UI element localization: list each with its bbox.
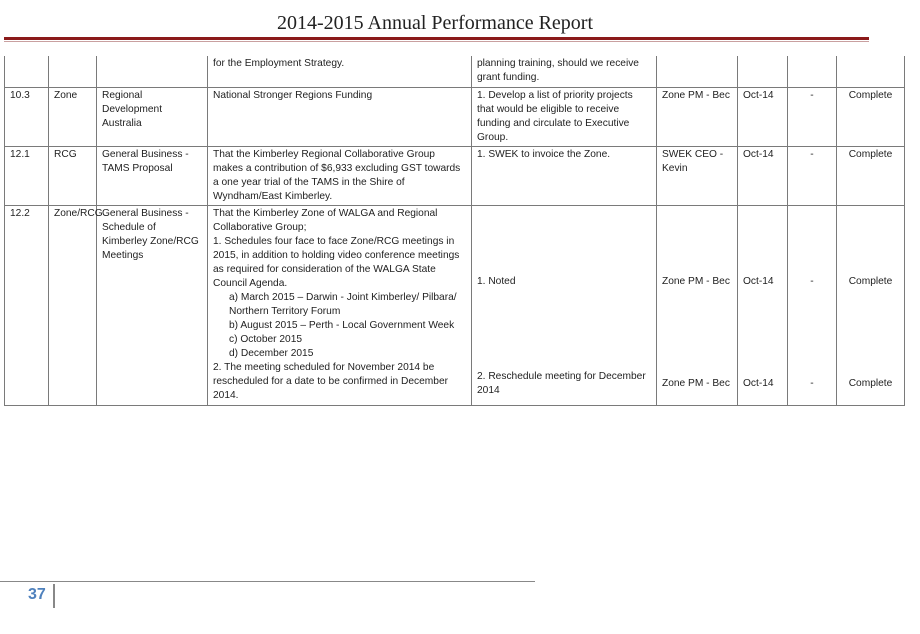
page-title: 2014-2015 Annual Performance Report [276,12,594,34]
title-rule-thin [4,41,869,42]
cell-responsible: SWEK CEO - Kevin [657,146,738,205]
resolution-line: c) October 2015 [229,333,303,345]
cell-action: planning training, should we receive grant funding. [472,56,657,87]
cell-status [837,56,905,87]
cell-who [49,56,97,87]
page-number: 37 [28,586,46,603]
title-rule [4,37,869,40]
cell-resolution [208,205,472,405]
performance-table [4,56,905,406]
cell-resolution [208,87,472,146]
cell-who: Zone/RCG [49,205,97,405]
dash-line: - [810,377,814,389]
cell-item [97,56,208,87]
cell-date [738,205,788,405]
cell-resolution [208,146,472,205]
cell-date: Oct-14 [738,146,788,205]
cell-status: Complete [837,146,905,205]
resolution-line: That the Kimberley Regional Collaborative Group makes a contribution of $6,933 excluding GST towards a one year trial of the TAMS in the Shire of Wyndham/East Kimberley. [213,148,461,202]
cell-who: Zone [49,87,97,146]
resolution-line: d) December 2015 [229,347,314,359]
action-line: 2. Reschedule meeting for December 2014 [477,370,646,396]
cell-dash [788,205,837,405]
resolution-line: That the Kimberley Zone of WALGA and Regional Collaborative Group; [213,207,438,233]
date-line: Oct-14 [743,377,774,389]
page-number-divider [53,584,55,608]
cell-responsible: Zone PM - Bec [657,87,738,146]
cell-action: 1. SWEK to invoice the Zone. [472,146,657,205]
table-row [5,87,905,146]
dash-line: - [810,275,814,287]
table-row [5,205,905,405]
table-row [5,56,905,87]
cell-action [472,205,657,405]
resolution-line: 1. Schedules four face to face Zone/RCG meetings in 2015, in addition to holding video conference meetings as required for consideration of the WALGA State Council Agenda. [213,235,460,289]
cell-responsible [657,56,738,87]
responsible-line: Zone PM - Bec [662,275,730,287]
status-line: Complete [848,377,893,389]
resolution-line: National Stronger Regions Funding [213,89,373,101]
responsible-line: Zone PM - Bec [662,377,730,389]
resolution-line: a) March 2015 – Darwin - Joint Kimberley/ Pilbara/ Northern Territory Forum [229,291,457,317]
table-row [5,146,905,205]
cell-id: 10.3 [5,87,49,146]
cell-status: Complete [837,87,905,146]
cell-item: General Business - TAMS Proposal [97,146,208,205]
cell-item: Regional Development Australia [97,87,208,146]
status-line: Complete [848,275,893,287]
cell-status [837,205,905,405]
cell-responsible [657,205,738,405]
cell-who: RCG [49,146,97,205]
footer-rule [0,581,535,582]
resolution-line: 2. The meeting scheduled for November 2014 be rescheduled for a date to be confirmed in December 2014. [213,361,449,401]
cell-action: 1. Develop a list of priority projects that would be eligible to receive funding and circulate to Executive Group. [472,87,657,146]
cell-date: Oct-14 [738,87,788,146]
resolution-line: for the Employment Strategy. [213,58,345,69]
cell-id: 12.2 [5,205,49,405]
cell-date [738,56,788,87]
cell-resolution [208,56,472,87]
date-line: Oct-14 [743,275,774,287]
cell-id [5,56,49,87]
cell-dash: - [788,87,837,146]
cell-id: 12.1 [5,146,49,205]
cell-dash: - [788,146,837,205]
cell-dash [788,56,837,87]
action-line: 1. Noted [477,275,516,287]
resolution-line: b) August 2015 – Perth - Local Government Week [229,319,455,331]
cell-item: General Business - Schedule of Kimberley Zone/RCG Meetings [97,205,208,405]
